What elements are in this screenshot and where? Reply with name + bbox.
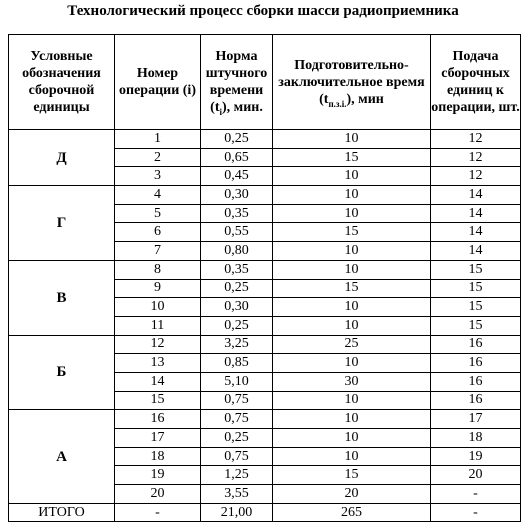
supply-cell: 16 [431, 354, 521, 373]
prep-time-cell: 15 [273, 148, 431, 167]
prep-time-cell: 20 [273, 485, 431, 504]
table-row [9, 130, 521, 149]
piece-time-cell: 0,35 [201, 260, 273, 279]
header-operation-number: Номер операции (i) [115, 35, 201, 130]
operation-number-cell: 6 [115, 223, 201, 242]
operation-number-cell: 10 [115, 298, 201, 317]
piece-time-cell: 0,25 [201, 130, 273, 149]
total-prep-time-cell: 265 [273, 503, 431, 522]
supply-cell: 14 [431, 223, 521, 242]
operation-number-cell: 16 [115, 410, 201, 429]
prep-time-cell: 10 [273, 447, 431, 466]
operation-number-cell: 14 [115, 372, 201, 391]
operation-number-cell: 3 [115, 167, 201, 186]
supply-cell: 12 [431, 167, 521, 186]
operation-number-cell: 2 [115, 148, 201, 167]
prep-time-cell: 15 [273, 466, 431, 485]
supply-cell: 12 [431, 130, 521, 149]
prep-time-cell: 10 [273, 260, 431, 279]
total-label-cell: ИТОГО [9, 503, 115, 522]
total-operation-cell: - [115, 503, 201, 522]
group-label-cell: Б [9, 335, 115, 410]
supply-cell: 17 [431, 410, 521, 429]
piece-time-cell: 1,25 [201, 466, 273, 485]
group-label-cell: Д [9, 130, 115, 186]
prep-time-cell: 10 [273, 167, 431, 186]
piece-time-cell: 0,65 [201, 148, 273, 167]
supply-cell: 19 [431, 447, 521, 466]
prep-time-cell: 10 [273, 130, 431, 149]
operation-number-cell: 17 [115, 429, 201, 448]
operation-number-cell: 8 [115, 260, 201, 279]
page-title: Технологический процесс сборки шасси радиоприемника [67, 3, 459, 19]
operation-number-cell: 12 [115, 335, 201, 354]
prep-time-cell: 10 [273, 242, 431, 261]
piece-time-cell: 0,80 [201, 242, 273, 261]
operation-number-cell: 11 [115, 316, 201, 335]
piece-time-cell: 0,35 [201, 204, 273, 223]
table-row [9, 260, 521, 279]
piece-time-cell: 0,85 [201, 354, 273, 373]
piece-time-cell: 0,75 [201, 391, 273, 410]
prep-time-cell: 10 [273, 410, 431, 429]
operation-number-cell: 4 [115, 186, 201, 205]
supply-cell: 16 [431, 372, 521, 391]
piece-time-cell: 3,25 [201, 335, 273, 354]
header-supply: Подача сборочных единиц к операции, шт. [431, 35, 521, 130]
piece-time-cell: 0,75 [201, 447, 273, 466]
operation-number-cell: 13 [115, 354, 201, 373]
header-unit-designation: Условные обозначения сборочной единицы [9, 35, 115, 130]
supply-cell: 12 [431, 148, 521, 167]
header-piece-time [201, 35, 273, 130]
piece-time-cell: 0,75 [201, 410, 273, 429]
total-supply-cell: - [431, 503, 521, 522]
header-prep-time-text: Подготовительно-заключительное время (t [278, 57, 425, 107]
piece-time-cell: 3,55 [201, 485, 273, 504]
table-row [9, 335, 521, 354]
operation-number-cell: 15 [115, 391, 201, 410]
supply-cell: 14 [431, 242, 521, 261]
piece-time-cell: 0,45 [201, 167, 273, 186]
header-prep-time [273, 35, 431, 130]
piece-time-cell: 0,25 [201, 316, 273, 335]
supply-cell: 18 [431, 429, 521, 448]
header-piece-time-sub: i [219, 106, 222, 117]
operation-number-cell: 5 [115, 204, 201, 223]
operation-number-cell: 7 [115, 242, 201, 261]
supply-cell: 16 [431, 335, 521, 354]
total-row [9, 503, 521, 522]
group-label-cell: А [9, 410, 115, 503]
table-row [9, 186, 521, 205]
prep-time-cell: 10 [273, 316, 431, 335]
supply-cell: 15 [431, 260, 521, 279]
group-label-cell: В [9, 260, 115, 335]
operations-table [8, 34, 521, 522]
piece-time-cell: 0,25 [201, 429, 273, 448]
operation-number-cell: 19 [115, 466, 201, 485]
prep-time-cell: 10 [273, 429, 431, 448]
header-prep-time-unit: ), мин [346, 91, 384, 107]
header-piece-time-unit: ), мин. [222, 100, 263, 115]
supply-cell: 20 [431, 466, 521, 485]
supply-cell: 15 [431, 316, 521, 335]
prep-time-cell: 10 [273, 186, 431, 205]
prep-time-cell: 10 [273, 298, 431, 317]
prep-time-cell: 25 [273, 335, 431, 354]
table-header-row [9, 35, 521, 130]
supply-cell: - [431, 485, 521, 504]
supply-cell: 14 [431, 204, 521, 223]
piece-time-cell: 0,30 [201, 298, 273, 317]
table-row [9, 410, 521, 429]
operation-number-cell: 20 [115, 485, 201, 504]
total-piece-time-cell: 21,00 [201, 503, 273, 522]
header-prep-time-sub: п.з.i. [328, 98, 347, 109]
prep-time-cell: 10 [273, 391, 431, 410]
operation-number-cell: 9 [115, 279, 201, 298]
prep-time-cell: 15 [273, 279, 431, 298]
operation-number-cell: 18 [115, 447, 201, 466]
table-body [9, 130, 521, 522]
supply-cell: 15 [431, 279, 521, 298]
operation-number-cell: 1 [115, 130, 201, 149]
group-label-cell: Г [9, 186, 115, 261]
supply-cell: 16 [431, 391, 521, 410]
prep-time-cell: 30 [273, 372, 431, 391]
supply-cell: 15 [431, 298, 521, 317]
piece-time-cell: 0,30 [201, 186, 273, 205]
supply-cell: 14 [431, 186, 521, 205]
piece-time-cell: 0,25 [201, 279, 273, 298]
prep-time-cell: 15 [273, 223, 431, 242]
header-piece-time-text: Норма штучного времени (t [205, 49, 268, 115]
piece-time-cell: 5,10 [201, 372, 273, 391]
prep-time-cell: 10 [273, 204, 431, 223]
prep-time-cell: 10 [273, 354, 431, 373]
piece-time-cell: 0,55 [201, 223, 273, 242]
